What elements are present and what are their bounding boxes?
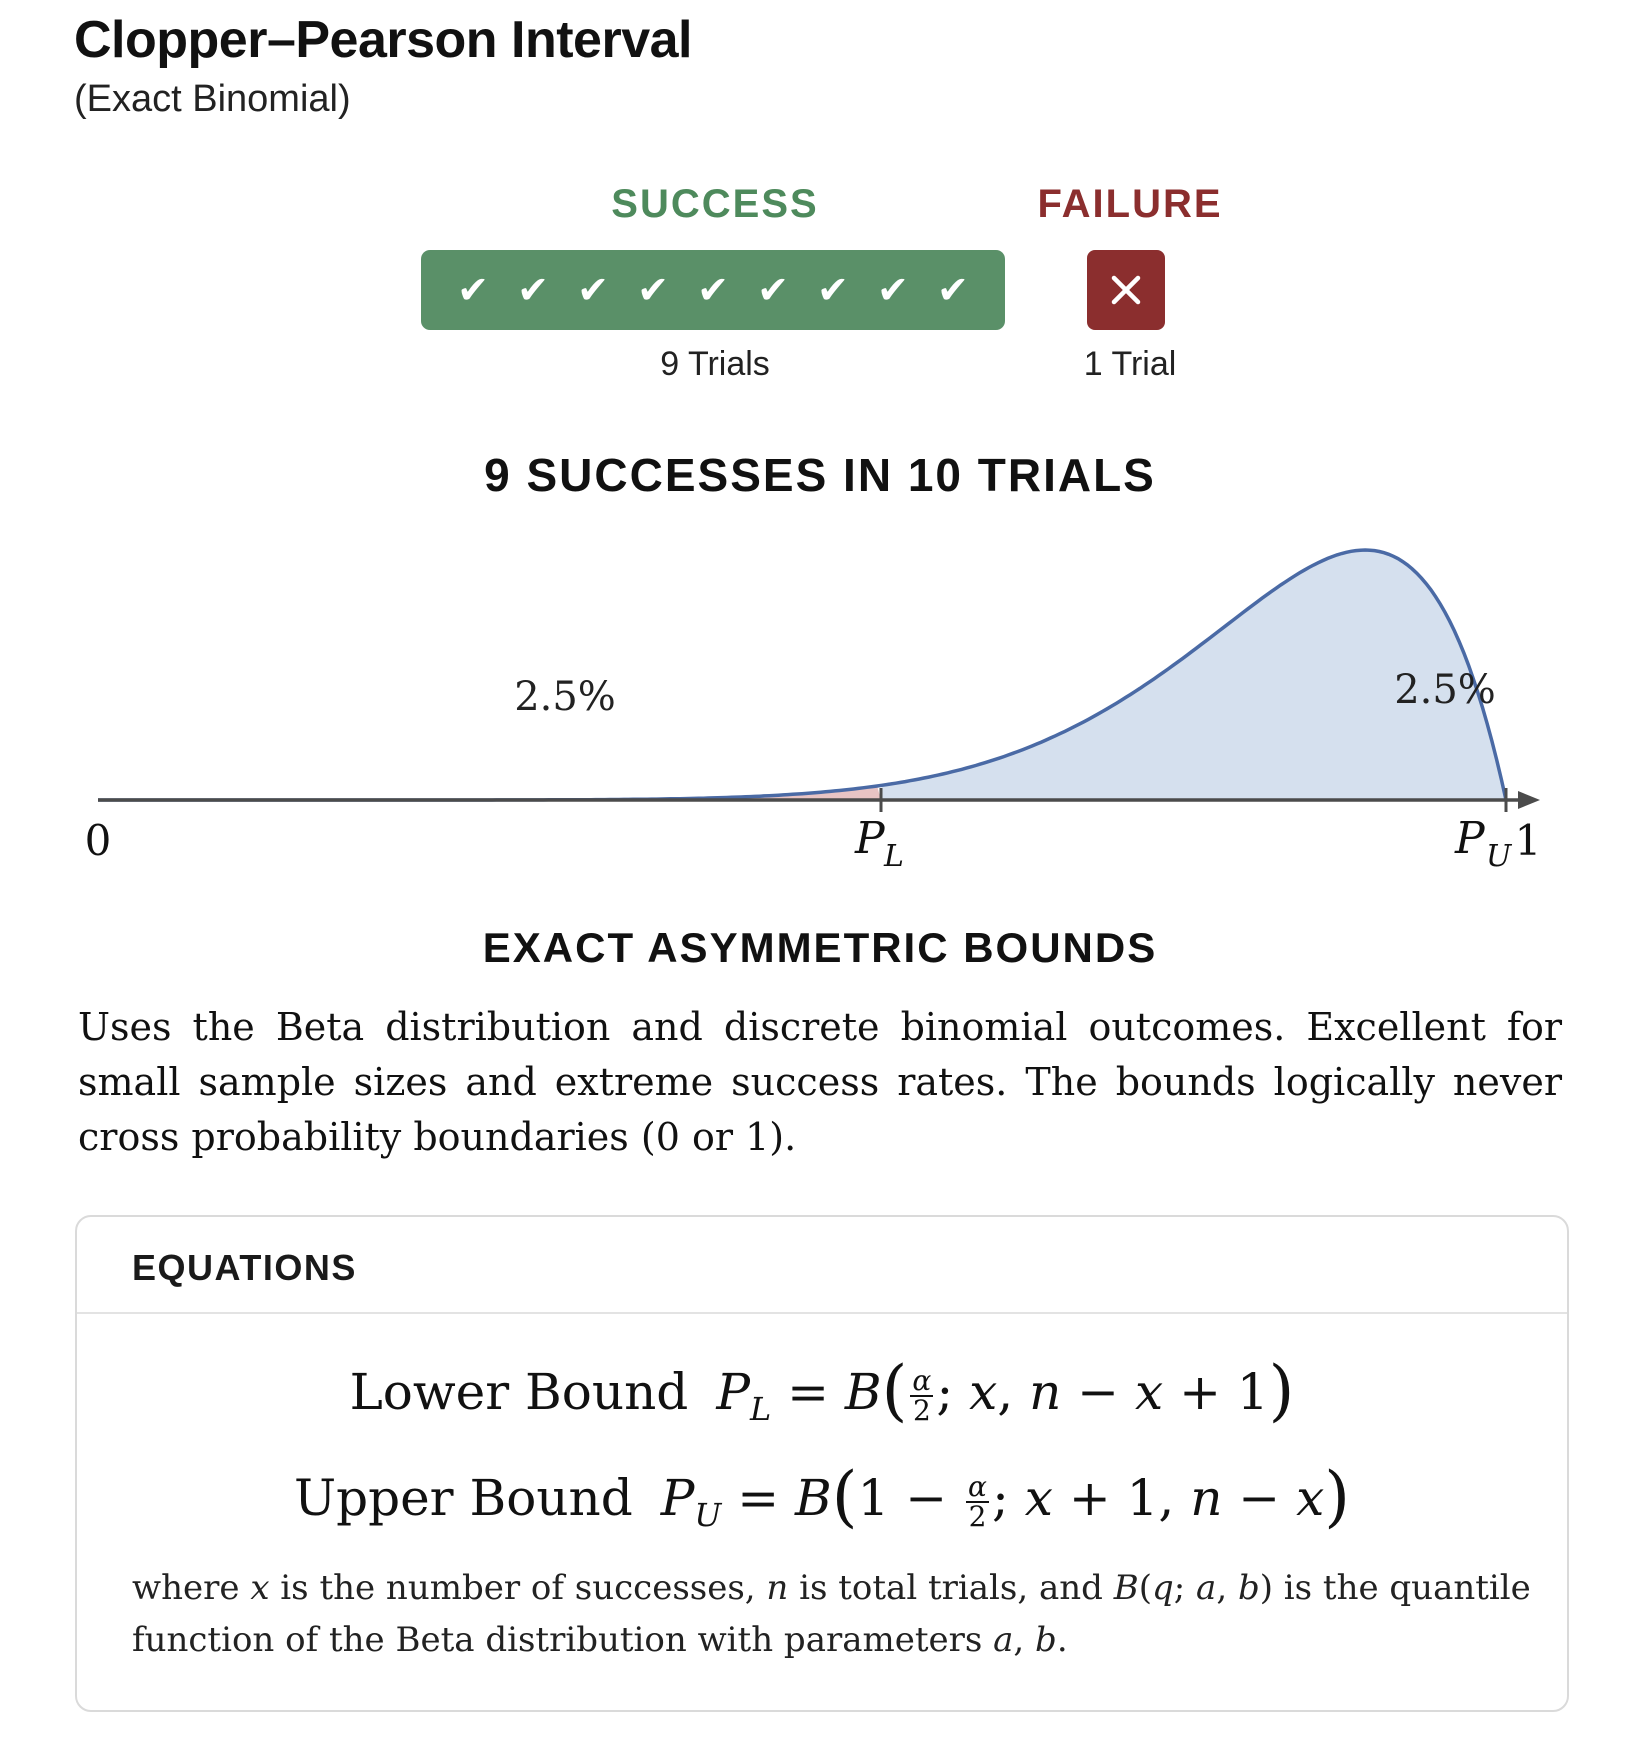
upper-bound-label [1454,813,1513,874]
equations-card [75,1215,1569,1712]
svg-text:L: L [884,839,904,874]
failure-trial-box [1087,250,1165,330]
axis-min-label: 0 [84,816,112,865]
failure-trial-count: 1 Trial [1083,345,1177,383]
beta-distribution-diagram [0,500,1640,900]
x-icon [1106,270,1146,310]
check-icon: ✔ [457,268,489,312]
lower-bound-equation: Lower Bound $P_L = B$( $\frac{\alpha}{2}$ ; x, n − x + 1) [349,1352,1295,1429]
check-icon: ✔ [937,268,969,312]
axis-arrow-icon [1518,791,1540,809]
lower-bound-label [854,813,904,874]
success-trials-bar [421,250,1005,330]
check-icon: ✔ [817,268,849,312]
equations-heading: EQUATIONS [132,1247,357,1288]
page-title: Clopper–Pearson Interval [74,11,692,69]
distribution-title: 9 SUCCESSES IN 10 TRIALS [484,449,1156,501]
success-heading: SUCCESS [611,182,819,226]
check-icon: ✔ [877,268,909,312]
equations-note: where x is the number of successes, n is total trials, and B(q; a, b) is the quantile function of the Beta distribution with parameters a, b. [132,1568,1531,1660]
bounds-heading: EXACT ASYMMETRIC BOUNDS [482,924,1158,971]
check-icon: ✔ [577,268,609,312]
upper-bound-equation: Upper Bound $P_U = B(1$ − $\frac{\alpha}{2}$ ; x + 1, n − x) [293,1458,1351,1535]
success-trial-count: 9 Trials [660,345,770,383]
svg-text:U: U [1486,839,1512,874]
svg-text:P: P [855,813,885,864]
check-icon: ✔ [697,268,729,312]
check-icon: ✔ [757,268,789,312]
upper-bound-label-text: Upper Bound [293,1469,633,1527]
page-subtitle: (Exact Binomial) [74,78,351,120]
check-icon: ✔ [637,268,669,312]
right-tail-label: 2.5% [1394,667,1496,713]
svg-text:P: P [1455,813,1485,864]
check-icon: ✔ [517,268,549,312]
bounds-description: Uses the Beta distribution and discrete binomial outcomes. Excellent for small sample sizes and extreme success rates. The bounds logically never cross probability boundaries (0 or 1). [78,1005,1562,1159]
failure-heading: FAILURE [1037,182,1223,226]
axis-max-label: 1 [1514,816,1542,865]
left-tail-area [98,786,881,800]
equations-divider [77,1312,1567,1314]
left-tail-label: 2.5% [514,674,616,720]
lower-bound-label-text: Lower Bound [349,1363,689,1421]
